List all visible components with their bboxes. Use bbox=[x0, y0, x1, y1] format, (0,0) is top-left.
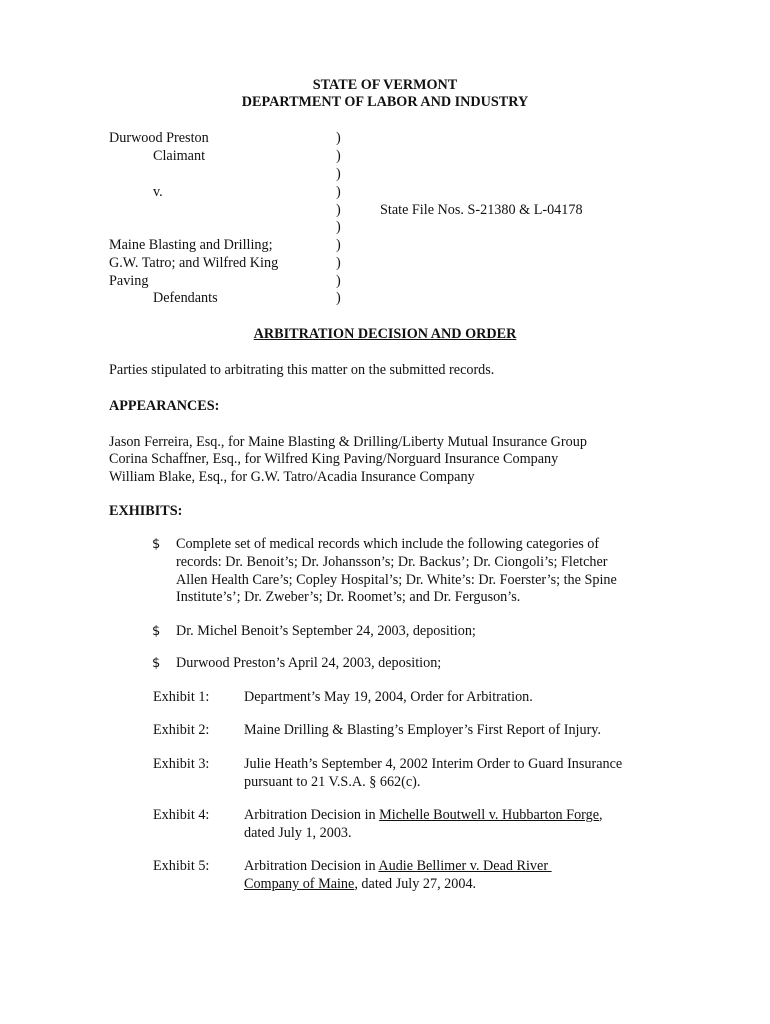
exhibit-text: Arbitration Decision in bbox=[244, 807, 380, 823]
defendants-line-2: G.W. Tatro; and Wilfred King bbox=[109, 255, 279, 271]
exhibit-description bbox=[244, 807, 603, 825]
header-state: STATE OF VERMONT bbox=[312, 77, 458, 93]
exhibit-label: Exhibit 1: bbox=[153, 689, 210, 705]
exhibit-description: dated July 1, 2003. bbox=[244, 825, 352, 841]
document-title: ARBITRATION DECISION AND ORDER bbox=[253, 326, 517, 342]
exhibit-description: Department’s May 19, 2004, Order for Arbitration. bbox=[244, 689, 533, 705]
case-citation: Michelle Boutwell v. Hubbarton Forge bbox=[379, 807, 600, 823]
caption-paren: ) bbox=[336, 255, 341, 271]
caption-paren: ) bbox=[336, 148, 341, 164]
appearance-line: William Blake, Esq., for G.W. Tatro/Acadia Insurance Company bbox=[109, 469, 475, 485]
bullet-text-line: Institute’s’; Dr. Zweber’s; Dr. Roomet’s; and Dr. Ferguson’s. bbox=[176, 589, 521, 605]
caption-paren: ) bbox=[336, 130, 341, 146]
defendants-line-3: Paving bbox=[109, 273, 149, 289]
intro-paragraph: Parties stipulated to arbitrating this matter on the submitted records. bbox=[109, 362, 495, 378]
caption-paren: ) bbox=[336, 219, 341, 235]
exhibit-description: Julie Heath’s September 4, 2002 Interim Order to Guard Insurance bbox=[244, 756, 623, 772]
claimant-role: Claimant bbox=[153, 148, 206, 164]
exhibit-text: , dated July 27, 2004. bbox=[354, 876, 477, 892]
bullet-text-line: Dr. Michel Benoit’s September 24, 2003, deposition; bbox=[176, 623, 476, 639]
exhibit-label: Exhibit 4: bbox=[153, 807, 210, 823]
exhibit-description bbox=[244, 858, 552, 876]
appearance-line: Corina Schaffner, Esq., for Wilfred King Paving/Norguard Insurance Company bbox=[109, 451, 559, 467]
bullet-text-line: records: Dr. Benoit’s; Dr. Johansson’s; Dr. Backus’; Dr. Ciongoli’s; Fletcher bbox=[176, 554, 608, 570]
caption-paren: ) bbox=[336, 184, 341, 200]
state-file-numbers: State File Nos. S-21380 & L-04178 bbox=[380, 202, 583, 218]
bullet-icon: $ bbox=[152, 624, 161, 639]
caption-paren: ) bbox=[336, 237, 341, 253]
bullet-icon: $ bbox=[152, 656, 161, 671]
exhibit-description: Maine Drilling & Blasting’s Employer’s First Report of Injury. bbox=[244, 722, 602, 738]
caption-paren: ) bbox=[336, 273, 341, 289]
header-department: DEPARTMENT OF LABOR AND INDUSTRY bbox=[241, 94, 529, 110]
defendants-role: Defendants bbox=[153, 290, 218, 306]
exhibit-text: Arbitration Decision in bbox=[244, 858, 379, 874]
caption-paren: ) bbox=[336, 202, 341, 218]
bullet-text-line: Durwood Preston’s April 24, 2003, deposition; bbox=[176, 655, 442, 671]
exhibits-heading: EXHIBITS: bbox=[109, 503, 183, 519]
bullet-text-line: Complete set of medical records which include the following categories of bbox=[176, 536, 600, 552]
bullet-icon: $ bbox=[152, 537, 161, 552]
case-citation: Company of Maine bbox=[244, 876, 355, 892]
exhibit-label: Exhibit 2: bbox=[153, 722, 210, 738]
versus: v. bbox=[153, 184, 163, 200]
defendants-line-1: Maine Blasting and Drilling; bbox=[109, 237, 273, 253]
caption-paren: ) bbox=[336, 166, 341, 182]
exhibit-label: Exhibit 3: bbox=[153, 756, 210, 772]
bullet-text-line: Allen Health Care’s; Copley Hospital’s; Dr. White’s: Dr. Foerster’s; the Spine bbox=[176, 572, 617, 588]
exhibit-description bbox=[244, 876, 476, 894]
exhibit-label: Exhibit 5: bbox=[153, 858, 210, 874]
caption-paren: ) bbox=[336, 290, 341, 306]
exhibit-text: , bbox=[599, 807, 603, 823]
appearance-line: Jason Ferreira, Esq., for Maine Blasting & Drilling/Liberty Mutual Insurance Group bbox=[109, 434, 587, 450]
exhibit-description: pursuant to 21 V.S.A. § 662(c). bbox=[244, 774, 421, 790]
claimant-name: Durwood Preston bbox=[109, 130, 209, 146]
appearances-heading: APPEARANCES: bbox=[109, 398, 220, 414]
case-citation: Audie Bellimer v. Dead River bbox=[378, 858, 552, 874]
